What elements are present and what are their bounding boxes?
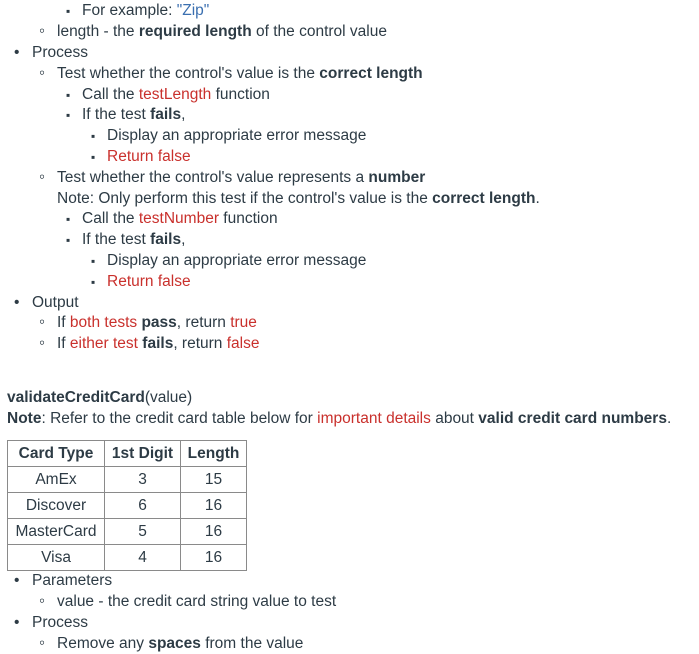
value-param-item: ◦ value - the credit card string value to test: [57, 592, 336, 612]
table-row: [8, 545, 247, 571]
display-error-item-1: ▪ Display an appropriate error message: [107, 126, 366, 146]
credit-card-table: [7, 440, 247, 571]
table-cell: 5: [105, 519, 181, 545]
process-heading-2: • Process: [32, 613, 88, 633]
example-value: "Zip": [176, 2, 210, 19]
table-cell: 15: [181, 467, 247, 493]
table-row: [8, 467, 247, 493]
table-cell: 16: [181, 545, 247, 571]
table-cell: 6: [105, 493, 181, 519]
table-row: [8, 519, 247, 545]
return-false-item-2: ▪ Return false: [107, 272, 191, 292]
call-test-number-item: ▪ Call the testNumber function: [82, 209, 278, 229]
header-first-digit: 1st Digit: [105, 441, 181, 467]
table-cell: AmEx: [8, 467, 105, 493]
header-card-type: Card Type: [8, 441, 105, 467]
length-item: ◦ length - the required length of the control value: [57, 22, 387, 42]
call-test-length-item: ▪ Call the testLength function: [82, 85, 270, 105]
table-cell: Discover: [8, 493, 105, 519]
table-row: [8, 493, 247, 519]
table-cell: Visa: [8, 545, 105, 571]
display-error-item-2: ▪ Display an appropriate error message: [107, 251, 366, 271]
test-number-item: ◦ Test whether the control's value represents a number: [57, 168, 425, 188]
table-cell: 16: [181, 519, 247, 545]
table-cell: 16: [181, 493, 247, 519]
return-false-item-1: ▪ Return false: [107, 147, 191, 167]
credit-note: Note: Refer to the credit card table below for important details about valid credit card numbers.: [7, 410, 672, 427]
function-name: validateCreditCard: [7, 389, 145, 406]
table-cell: 3: [105, 467, 181, 493]
test-length-item: ◦ Test whether the control's value is the correct length: [57, 64, 423, 84]
parameters-heading: • Parameters: [32, 571, 112, 591]
test-length-fn: testLength: [138, 86, 212, 103]
if-fails-item-2: ▪ If the test fails,: [82, 230, 185, 250]
process-heading: • Process: [32, 43, 88, 63]
table-cell: 4: [105, 545, 181, 571]
validate-credit-card-heading: validateCreditCard(value): [7, 389, 193, 406]
test-number-fn: testNumber: [138, 210, 219, 227]
output-pass-item: ◦ If both tests pass, return true: [57, 313, 257, 333]
header-length: Length: [181, 441, 247, 467]
if-fails-item-1: ▪ If the test fails,: [82, 105, 185, 125]
output-heading: • Output: [32, 293, 79, 313]
note-correct-length: Note: Only perform this test if the control's value is the correct length.: [57, 190, 540, 207]
remove-spaces-item: ◦ Remove any spaces from the value: [57, 634, 303, 654]
table-header-row: [8, 441, 247, 467]
table-cell: MasterCard: [8, 519, 105, 545]
example-item: ▪ For example: "Zip": [82, 1, 209, 21]
output-fail-item: ◦ If either test fails, return false: [57, 334, 259, 354]
